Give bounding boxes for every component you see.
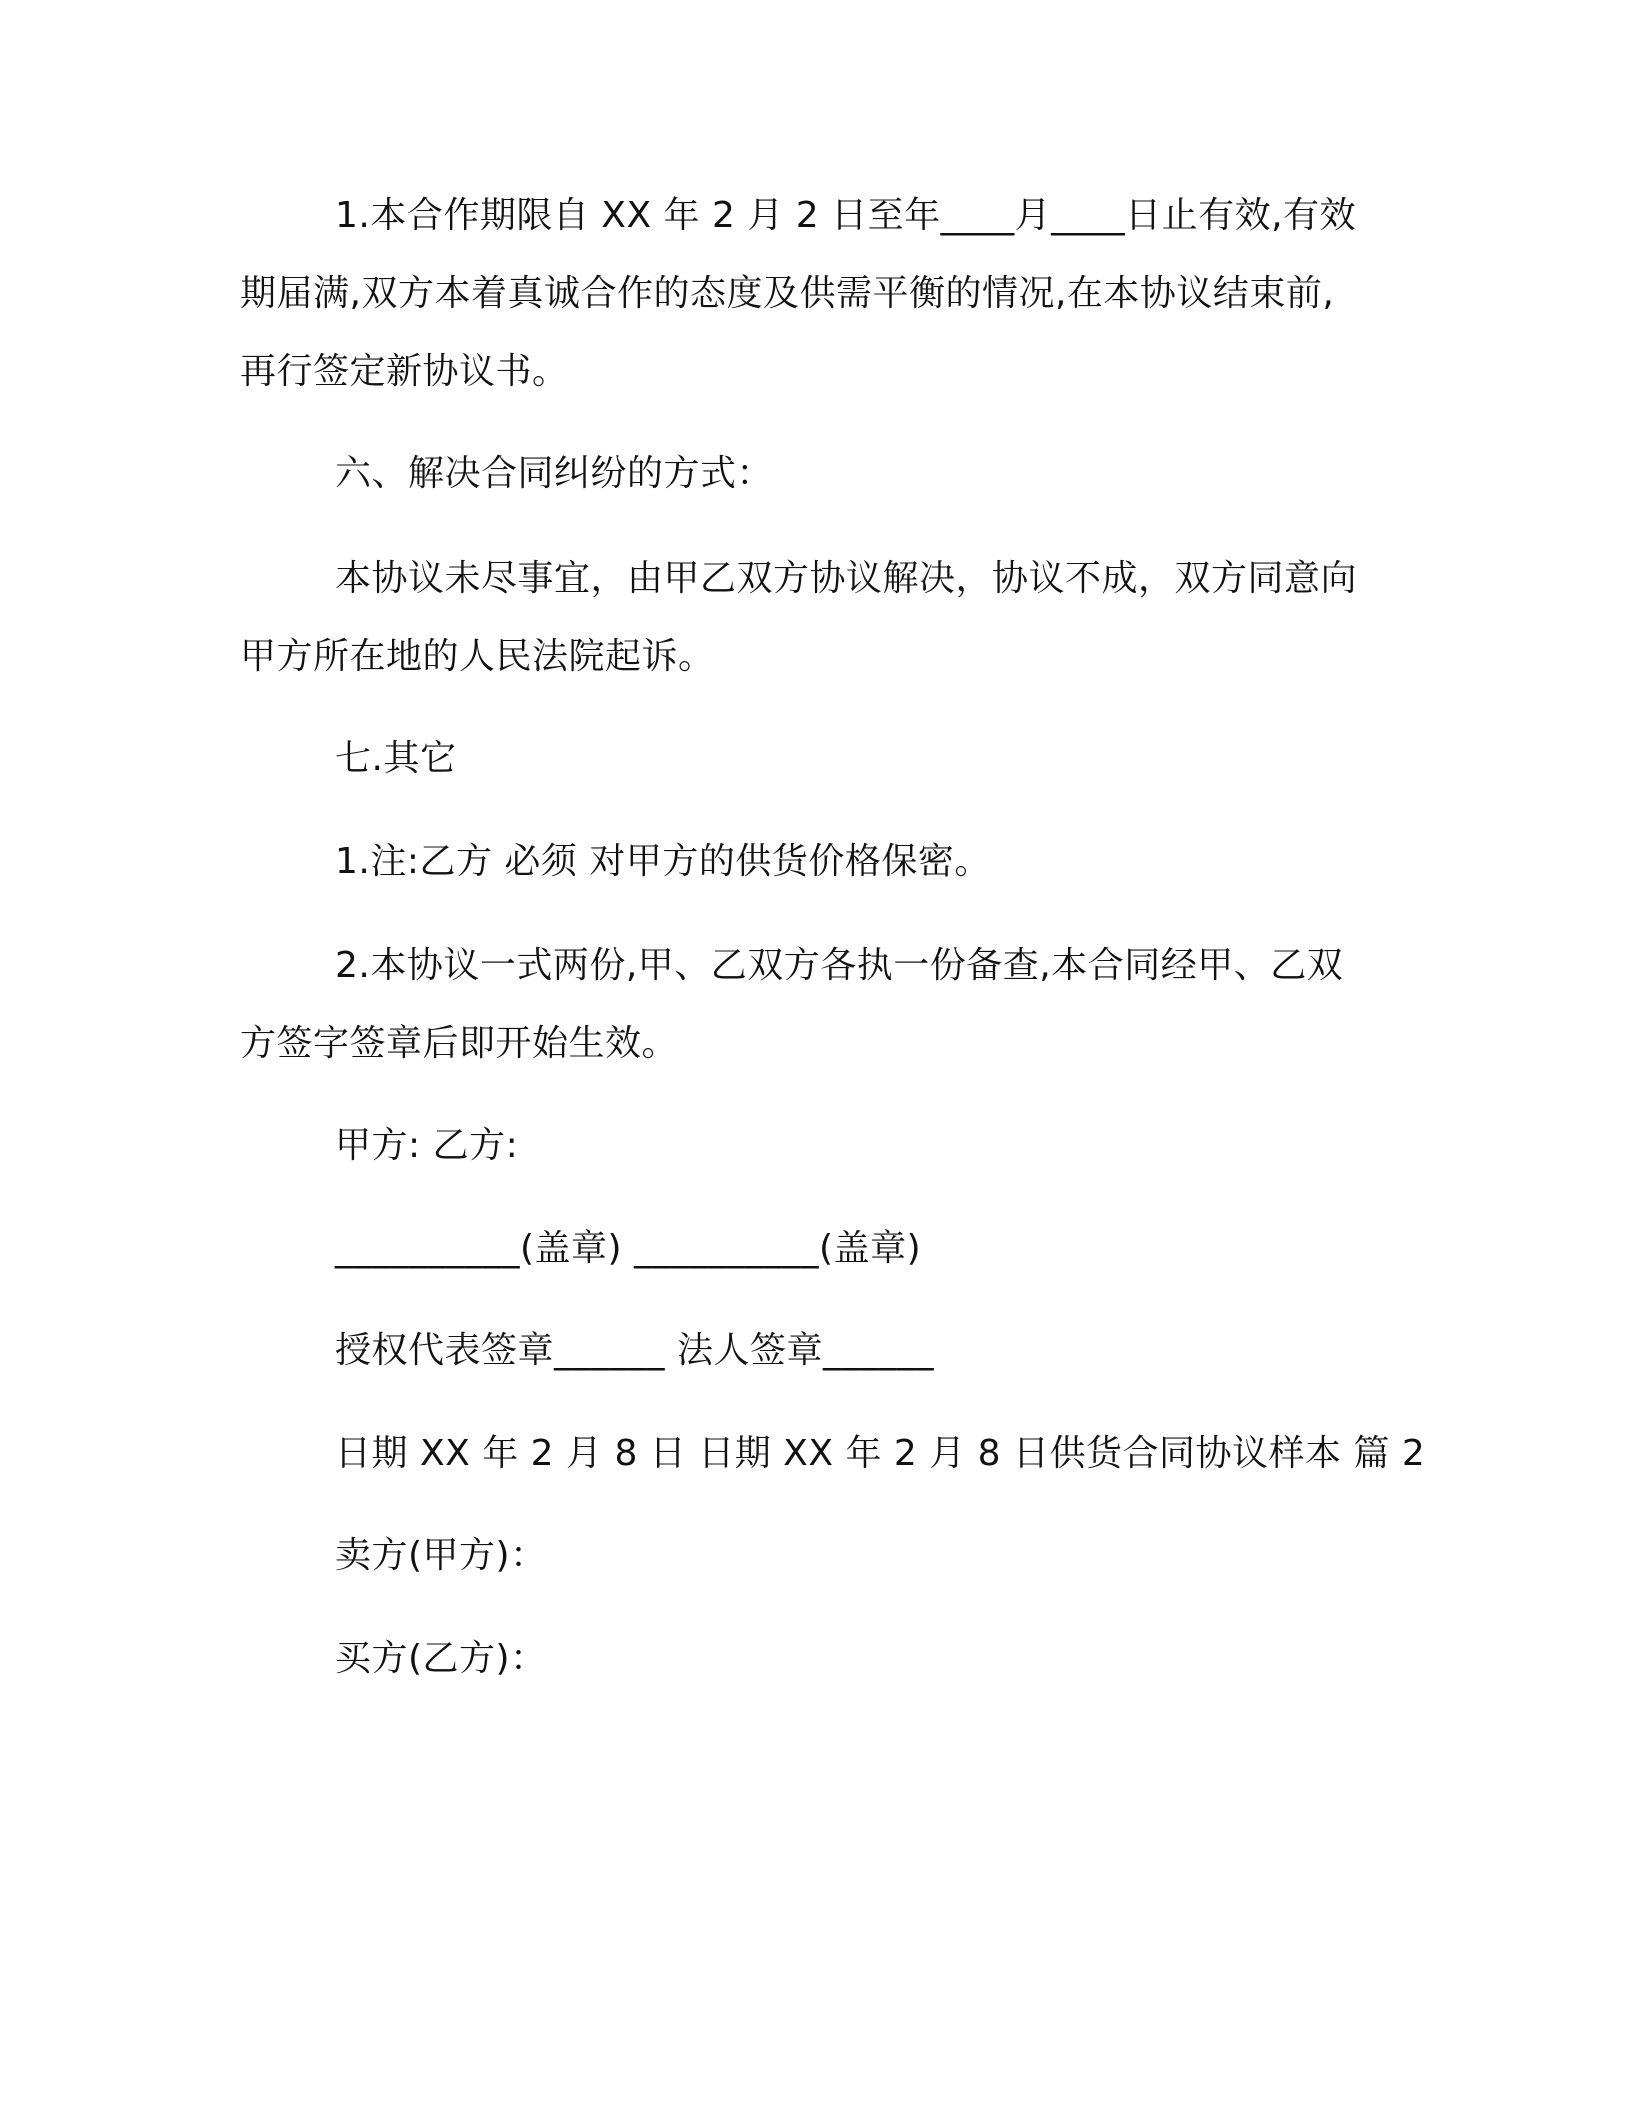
paragraph-term-line-1: 1.本合作期限自 XX 年 2 月 2 日至年____月____日止有效,有效 [335, 195, 1357, 236]
paragraph-copies-line-1: 2.本协议一式两份,甲、乙双方各执一份备查,本合同经甲、乙双 [335, 945, 1344, 986]
buyer-label: 买方(乙方)： [335, 1638, 547, 1679]
section-heading-other: 七.其它 [335, 738, 457, 779]
paragraph-term-line-3: 再行签定新协议书。 [240, 351, 569, 392]
paragraph-copies-line-2: 方签字签章后即开始生效。 [240, 1023, 679, 1064]
paragraph-term-line-2: 期届满,双方本着真诚合作的态度及供需平衡的情况,在本协议结束前, [240, 273, 1335, 314]
paragraph-disputes-line-2: 甲方所在地的人民法院起诉。 [240, 636, 715, 677]
seal-lines: __________(盖章) __________(盖章) [335, 1228, 922, 1269]
signature-lines: 授权代表签章______ 法人签章______ [335, 1330, 934, 1371]
date-line: 日期 XX 年 2 月 8 日 日期 XX 年 2 月 8 日供货合同协议样本 篇 2 [335, 1433, 1426, 1474]
paragraph-disputes-line-1: 本协议未尽事宜，由甲乙双方协议解决，协议不成，双方同意向 [335, 558, 1358, 599]
seller-label: 卖方(甲方)： [335, 1535, 547, 1576]
note-confidentiality: 1.注:乙方 必须 对甲方的供货价格保密。 [335, 841, 991, 882]
section-heading-disputes: 六、解决合同纠纷的方式： [335, 453, 774, 494]
party-labels: 甲方: 乙方: [335, 1125, 519, 1166]
